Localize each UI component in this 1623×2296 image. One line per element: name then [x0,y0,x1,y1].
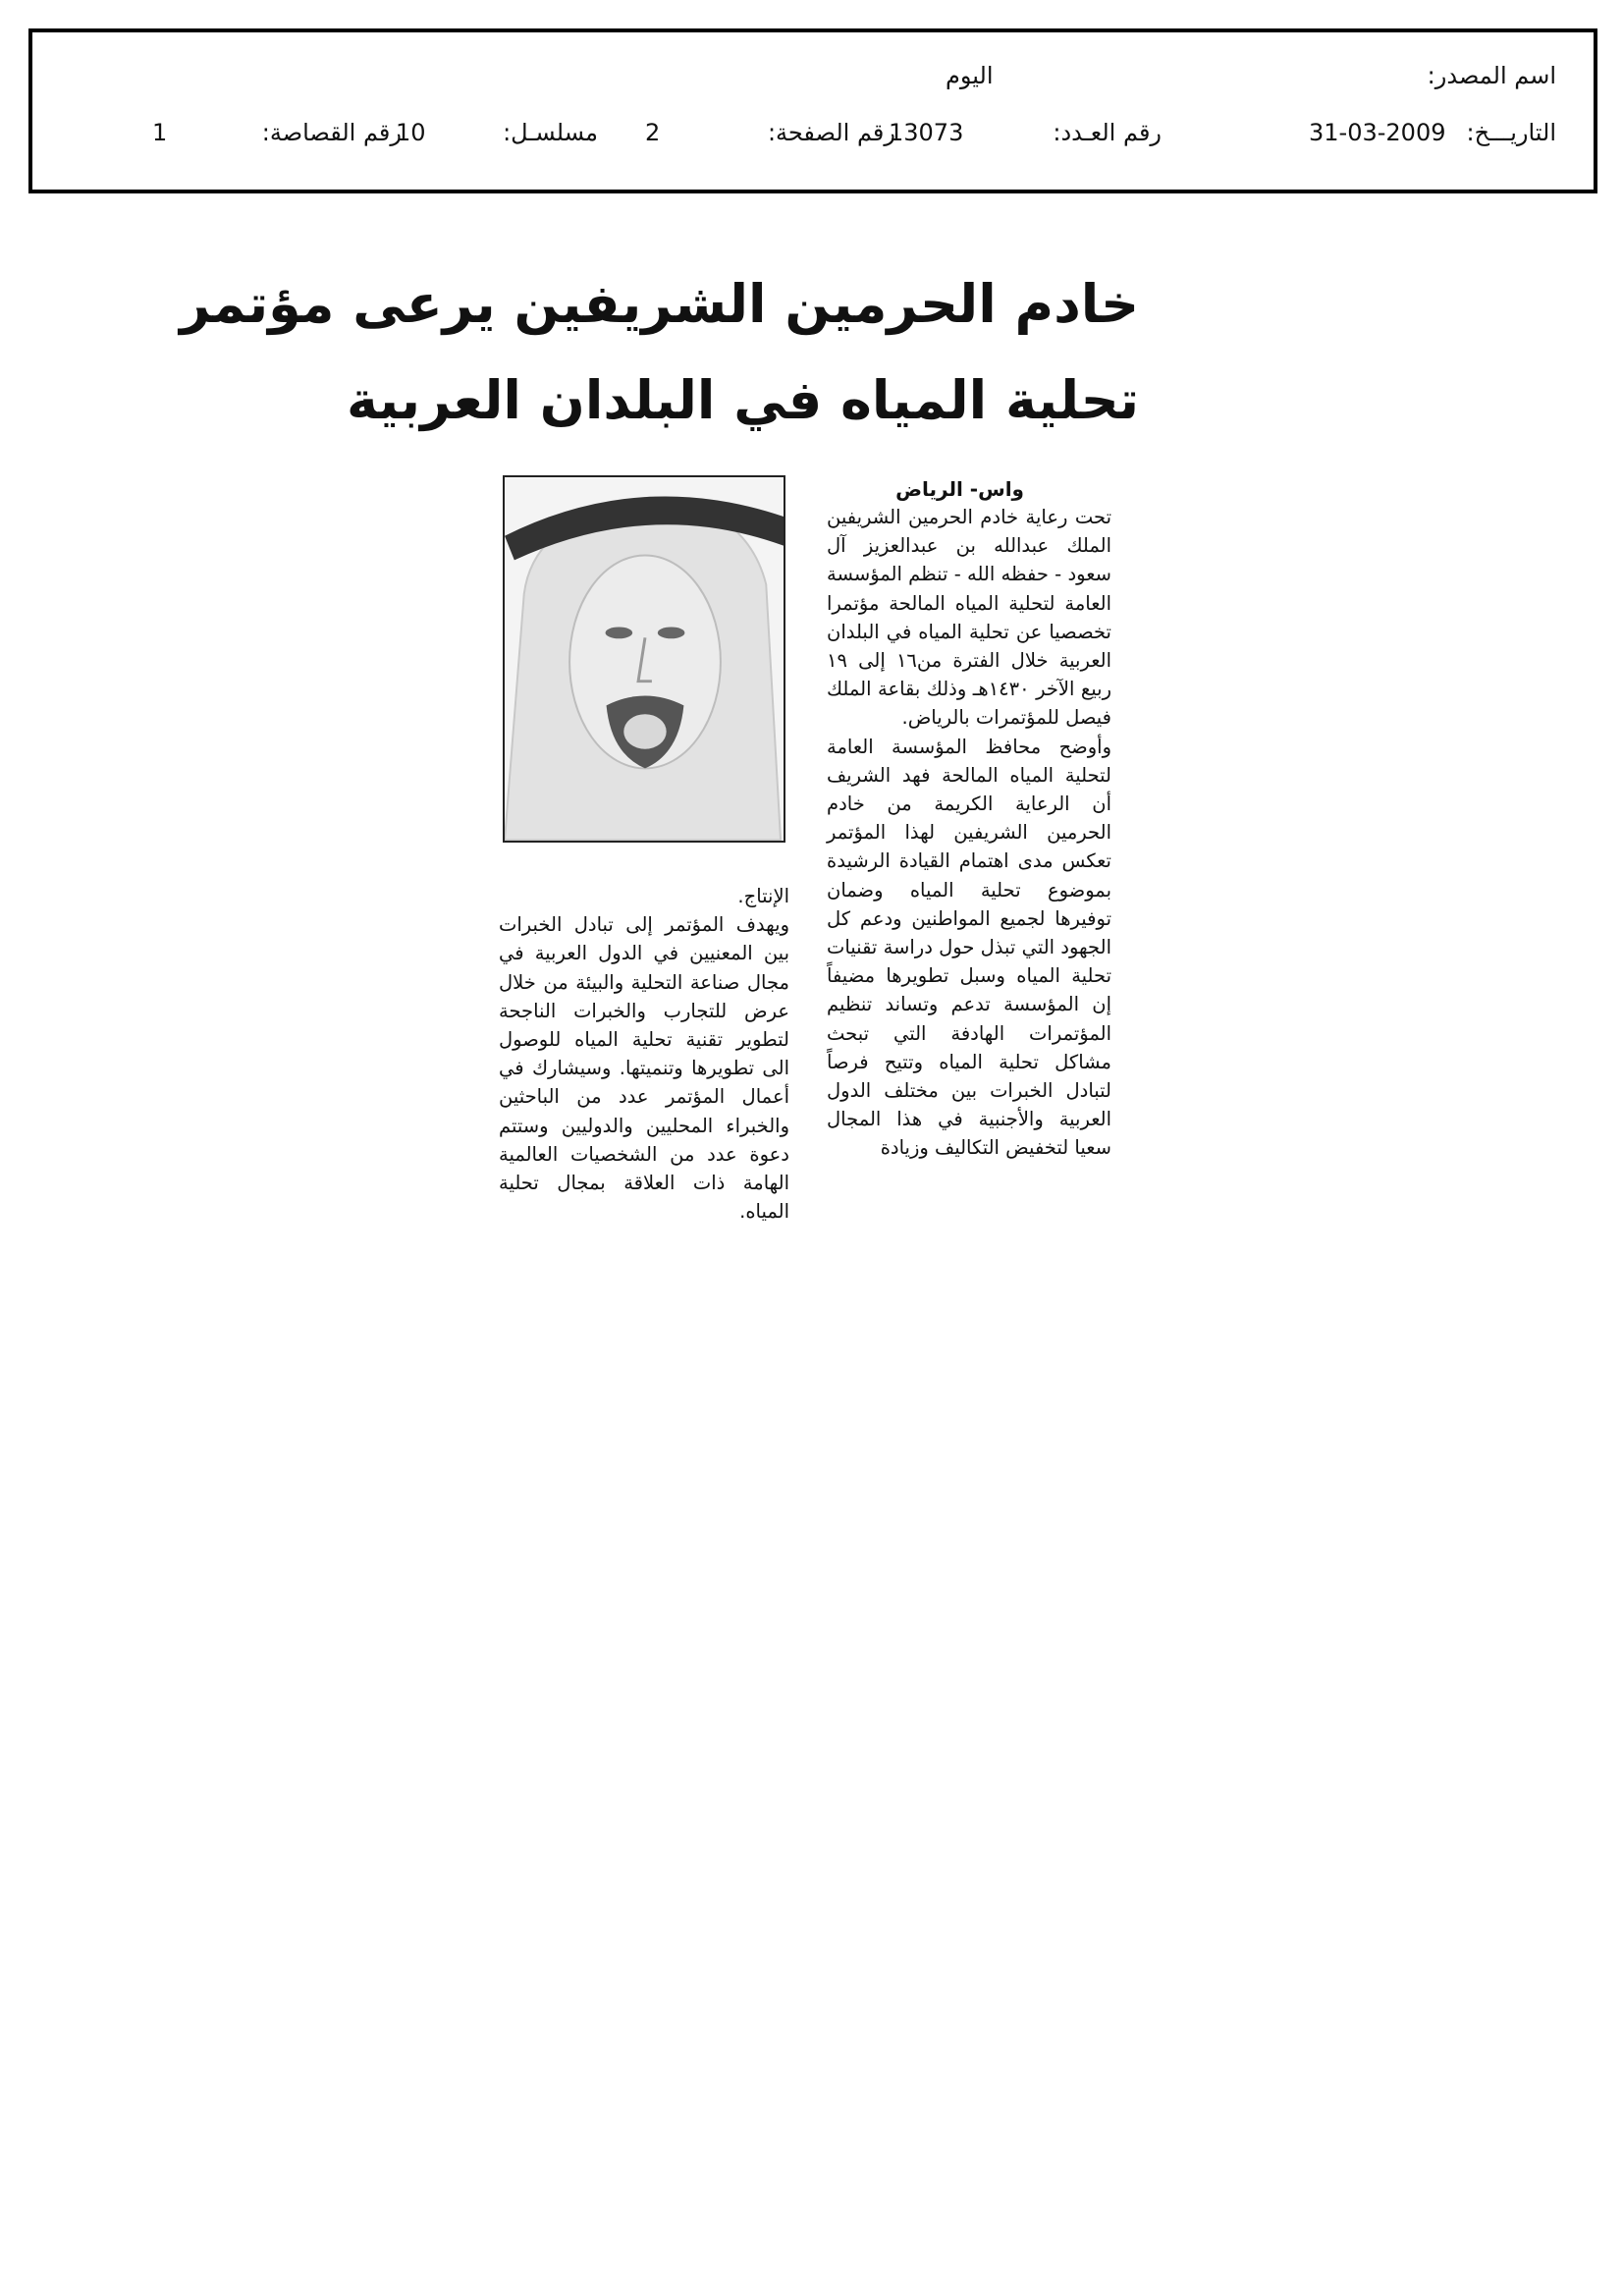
clip-label: رقم القصاصة: [261,119,402,146]
portrait-icon [505,477,784,841]
serial-value: 10 [396,119,426,146]
article-column-2 [499,882,789,1226]
headline-line-2: تحلية المياه في البلدان العربية [347,369,1139,431]
issue-value: 13073 [889,119,964,146]
clip-value: 1 [152,119,168,146]
page-value: 2 [645,119,661,146]
byline: واس- الرياض [895,477,1024,501]
metadata-header-box [28,28,1597,193]
portrait-photo [503,475,785,843]
date-value: 31-03-2009 [1309,119,1446,146]
page-label: رقم الصفحة: [767,119,895,146]
article-column-1 [827,503,1111,1163]
paragraph-1: تحت رعاية خادم الحرمين الشريفين الملك عبدالله بن عبدالعزيز آل سعود - حفظه الله - تنظم المؤسسة العامة لتحلية المياه المالحة مؤتمرا تخصصيا عن تحلية المياه في البلدان العربية خلال الفترة من١٦ إلى ١٩ ربيع الآخر ١٤٣٠هـ وذلك بقاعة الملك فيصل للمؤتمرات بالرياض. [827,506,1111,730]
issue-label: رقم العـدد: [1053,119,1162,146]
date-label: التاريـــخ: [1466,119,1556,146]
paragraph-continuation: الإنتاج. [737,885,789,907]
paragraph-2: وأوضح محافظ المؤسسة العامة لتحلية المياه المالحة فهد الشريف أن الرعاية الكريمة من خادم الحرمين الشريفين لهذا المؤتمر تعكس مدى اهتمام القيادة الرشيدة بموضوع تحلية المياه وضمان توفيرها لجميع المواطنين ودعم كل الجهود التي تبذل حول دراسة تقنيات تحلية المياه وسبل تطويرها مضيفاً إن المؤسسة تدعم وتساند تنظيم المؤتمرات الهادفة التي تبحث مشاكل تحلية المياه وتتيح فرصاً لتبادل الخبرات بين مختلف الدول العربية والأجنبية في هذا المجال سعيا لتخفيض التكاليف وزيادة [827,735,1111,1160]
source-value: اليوم [946,62,994,89]
serial-label: مسلسـل: [503,119,598,146]
headline-line-1: خادم الحرمين الشريفين يرعى مؤتمر [180,273,1139,335]
paragraph-3: ويهدف المؤتمر إلى تبادل الخبرات بين المعنيين في الدول العربية في مجال صناعة التحلية والبيئة من خلال عرض للتجارب والخبرات الناجحة لتطوير تقنية تحلية المياه للوصول الى تطويرها وتنميتها. وسيشارك في أعمال المؤتمر عدد من الباحثين والخبراء المحليين والدوليين وستتم دعوة عدد من الشخصيات العالمية الهامة ذات العلاقة بمجال تحلية المياه. [499,913,789,1224]
source-label: اسم المصدر: [1427,62,1556,89]
